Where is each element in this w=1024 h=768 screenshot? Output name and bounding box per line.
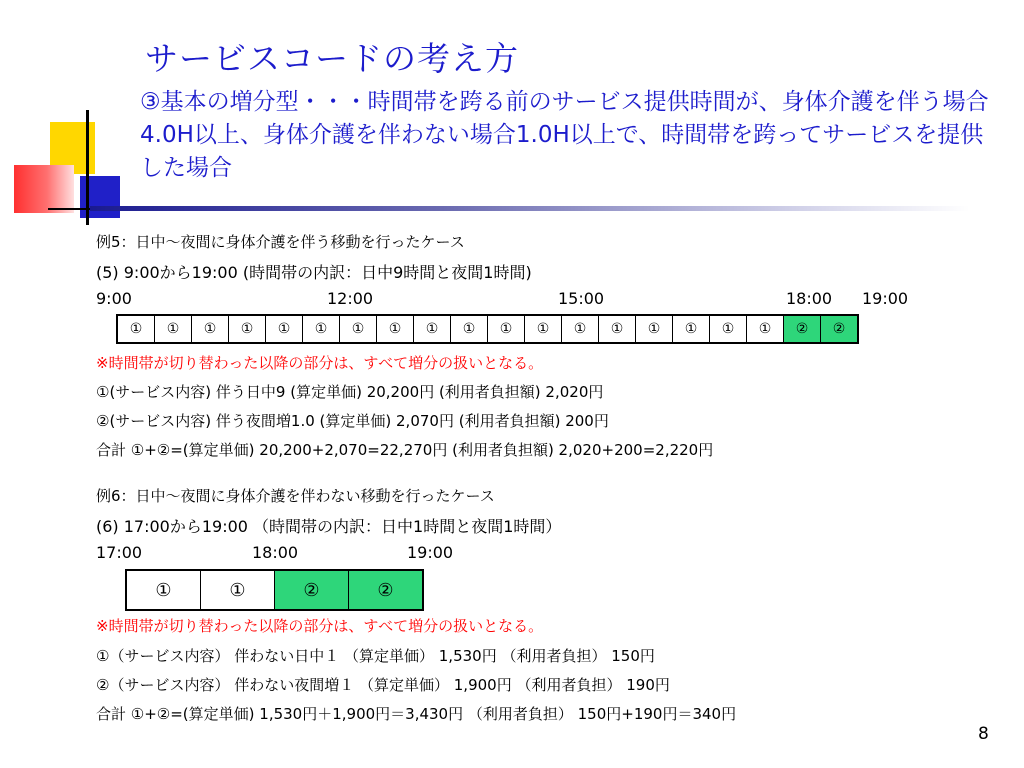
page-number: 8 — [978, 724, 989, 744]
time-slot-cell: ① — [562, 315, 599, 343]
example5-item-1: ①(サービス内容) 伴う日中9 (算定単価) 20,200円 (利用者負担額) 2,020円 — [96, 383, 604, 401]
time-slot-cell: ① — [488, 315, 525, 343]
time-slot-cell: ① — [266, 315, 303, 343]
time-slot-cell: ① — [599, 315, 636, 343]
time-slot-cell: ① — [710, 315, 747, 343]
example6-total: 合計 ①+②=(算定単価) 1,530円＋1,900円＝3,430円 （利用者負担） 150円+190円＝340円 — [96, 705, 737, 723]
time-slot-cell: ① — [340, 315, 377, 343]
example6-slot-table — [125, 569, 424, 611]
time-slot-cell: ① — [525, 315, 562, 343]
example5-time-label: 15:00 — [558, 289, 605, 308]
example6-heading: 例6：日中～夜間に身体介護を伴わない移動を行ったケース — [96, 487, 495, 505]
time-slot-cell: ② — [349, 570, 424, 610]
slide-title: サービスコードの考え方 — [145, 39, 519, 78]
example6-time-label: 17:00 — [96, 543, 143, 562]
time-slot-cell: ① — [117, 315, 155, 343]
time-slot-cell: ① — [451, 315, 488, 343]
slide-logo — [0, 0, 150, 230]
example5-time-label: 12:00 — [327, 289, 374, 308]
example6-time-label: 19:00 — [407, 543, 454, 562]
example5-slot-row — [117, 315, 858, 343]
time-slot-cell: ① — [747, 315, 784, 343]
time-slot-cell: ② — [821, 315, 859, 343]
example5-case-line: (5) 9:00から19:00 (時間帯の内訳：日中9時間と夜間1時間) — [96, 263, 532, 282]
time-slot-cell: ① — [155, 315, 192, 343]
time-slot-cell: ① — [201, 570, 275, 610]
example6-slot-row — [126, 570, 423, 610]
time-slot-cell: ① — [377, 315, 414, 343]
time-slot-cell: ① — [414, 315, 451, 343]
example5-note: ※時間帯が切り替わった以降の部分は、すべて増分の扱いとなる。 — [96, 354, 544, 372]
logo-red-square — [14, 165, 74, 213]
time-slot-cell: ① — [636, 315, 673, 343]
time-slot-cell: ② — [275, 570, 349, 610]
time-slot-cell: ① — [126, 570, 201, 610]
example6-item-2: ②（サービス内容） 伴わない夜間増１ （算定単価） 1,900円 （利用者負担） 190円 — [96, 676, 670, 694]
example5-slot-table — [116, 314, 859, 344]
slide-subtitle: ③基本の増分型・・・時間帯を跨る前のサービス提供時間が、身体介護を伴う場合4.0H以上、身体介護を伴わない場合1.0H以上で、時間帯を跨ってサービスを提供した場合 — [140, 89, 989, 181]
time-slot-cell: ② — [784, 315, 821, 343]
example5-total: 合計 ①+②=(算定単価) 20,200+2,070=22,270円 (利用者負担額) 2,020+200=2,220円 — [96, 441, 714, 459]
example6-item-1: ①（サービス内容） 伴わない日中１ （算定単価） 1,530円 （利用者負担） 150円 — [96, 647, 655, 665]
example6-case-line: (6) 17:00から19:00 （時間帯の内訳：日中1時間と夜間1時間） — [96, 517, 562, 536]
time-slot-cell: ① — [229, 315, 266, 343]
time-slot-cell: ① — [303, 315, 340, 343]
example5-time-label: 19:00 — [862, 289, 909, 308]
title-divider — [90, 206, 970, 211]
example5-time-label: 9:00 — [96, 289, 132, 308]
time-slot-cell: ① — [192, 315, 229, 343]
example5-heading: 例5：日中～夜間に身体介護を伴う移動を行ったケース — [96, 233, 465, 251]
example6-time-label: 18:00 — [252, 543, 299, 562]
example5-item-2: ②(サービス内容) 伴う夜間増1.0 (算定単価) 2,070円 (利用者負担額) 200円 — [96, 412, 609, 430]
example5-time-label: 18:00 — [786, 289, 833, 308]
example6-note: ※時間帯が切り替わった以降の部分は、すべて増分の扱いとなる。 — [96, 617, 544, 635]
time-slot-cell: ① — [673, 315, 710, 343]
